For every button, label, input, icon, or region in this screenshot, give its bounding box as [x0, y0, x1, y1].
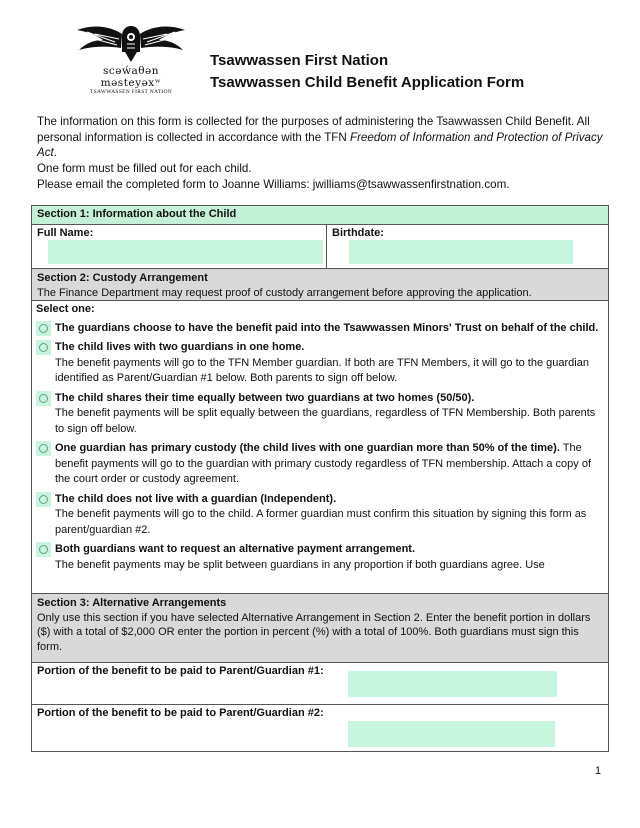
option-desc: The benefit payments will go to the child. A former guardian must confirm this situation by signing this form as parent/guardian #2. [55, 508, 587, 536]
portion1-label: Portion of the benefit to be paid to Parent/Guardian #1: [37, 665, 324, 677]
option-alternative [36, 542, 604, 573]
option-primary-custody [36, 441, 604, 488]
radio-circle-icon [39, 394, 48, 403]
section2-title: Section 2: Custody Arrangement [37, 272, 208, 284]
option-title: One guardian has primary custody (the child lives with one guardian more than 50% of the time). [55, 442, 560, 454]
radio-circle-icon [39, 324, 48, 333]
logo-sub-text: TSAWWASSEN FIRST NATION [89, 89, 173, 95]
radio-two-guardians-one-home[interactable] [36, 340, 51, 355]
option-minors-trust [36, 321, 604, 337]
section3-header [32, 594, 608, 663]
option-independent [36, 492, 604, 539]
portion1-input[interactable] [348, 671, 557, 697]
portion2-row [32, 705, 608, 751]
option-title: The child does not live with a guardian (Independent). [55, 492, 337, 505]
radio-circle-icon [39, 545, 48, 554]
thunderbird-icon [75, 22, 187, 64]
portion2-input[interactable] [348, 721, 555, 747]
tfn-logo [72, 22, 190, 94]
option-title: Both guardians want to request an alternative payment arrangement. [55, 543, 416, 555]
intro-line3: Please email the completed form to Joanne Williams: jwilliams@tsawwassenfirstnation.com. [37, 177, 510, 191]
intro-act-name: Freedom of Information and Protection of Privacy Act [37, 130, 603, 160]
intro-line1-end: . [53, 146, 57, 160]
logo-native-text: scəẃaθən məsteyəxʷ [100, 65, 162, 89]
portion2-label: Portion of the benefit to be paid to Parent/Guardian #2: [37, 707, 324, 719]
option-shared-equally [36, 391, 604, 438]
section1-header: Section 1: Information about the Child [32, 206, 608, 225]
option-desc: The benefit payments will be split equally between the guardians, regardless of TFN Membership. Both parents to sign off below. [55, 407, 596, 435]
intro-paragraph [37, 114, 607, 161]
radio-circle-icon [39, 495, 48, 504]
org-name: Tsawwassen First Nation [210, 52, 389, 69]
section3-note: Only use this section if you have selected Alternative Arrangement in Section 2. Enter the benefit portion in dollars ($) with a total of $2,000 OR enter the portion in percent (%) with a total of 100%. Both guardians must sign this form. [37, 611, 591, 653]
birthdate-cell [327, 225, 608, 268]
radio-circle-icon [39, 343, 48, 352]
select-one-label: Select one: [36, 303, 95, 315]
custody-options [32, 301, 608, 594]
option-desc: The benefit payments will go to the guardian with primary custody regardless of TFN membership. Attach a copy of the court order or custody agreement. [55, 442, 591, 485]
section3-title: Section 3: Alternative Arrangements [37, 597, 227, 609]
radio-alternative[interactable] [36, 542, 51, 557]
application-form [31, 205, 609, 752]
section2-note: The Finance Department may request proof of custody arrangement before approving the application. [37, 286, 532, 299]
radio-primary-custody[interactable] [36, 441, 51, 456]
radio-independent[interactable] [36, 492, 51, 507]
radio-shared-equally[interactable] [36, 391, 51, 406]
intro-line1: The information on this form is collected for the purposes of administering the Tsawwassen Child Benefit. All personal information is collected in accordance with the TFN [37, 115, 590, 144]
radio-circle-icon [39, 444, 48, 453]
radio-minors-trust[interactable] [36, 321, 51, 336]
full-name-input[interactable] [48, 240, 323, 264]
page-header [210, 50, 524, 94]
birthdate-label: Birthdate: [332, 227, 384, 239]
option-title: The child lives with two guardians in one home. [55, 341, 305, 353]
option-title: The child shares their time equally between two guardians at two homes (50/50). [55, 391, 475, 404]
form-title: Tsawwassen Child Benefit Application Form [210, 74, 525, 91]
full-name-label: Full Name: [37, 227, 94, 239]
option-desc: The benefit payments may be split between guardians in any proportion if both guardians agree. Use [55, 558, 545, 571]
section2-header [32, 269, 608, 301]
option-desc: The benefit payments will go to the TFN Member guardian. If both are TFN Members, it will go to the guardian identified as Parent/Guardian #1 below. Both parents to sign off below. [55, 356, 589, 384]
full-name-cell [32, 225, 327, 268]
option-title: The guardians choose to have the benefit paid into the Tsawwassen Minors' Trust on behalf of the child. [55, 321, 599, 334]
birthdate-input[interactable] [349, 240, 573, 264]
section1-fields [32, 225, 608, 269]
intro-line2: One form must be filled out for each child. [37, 162, 252, 176]
intro-text [37, 114, 607, 193]
option-two-guardians-one-home [36, 340, 604, 387]
portion1-row [32, 663, 608, 705]
page-number: 1 [595, 765, 602, 777]
